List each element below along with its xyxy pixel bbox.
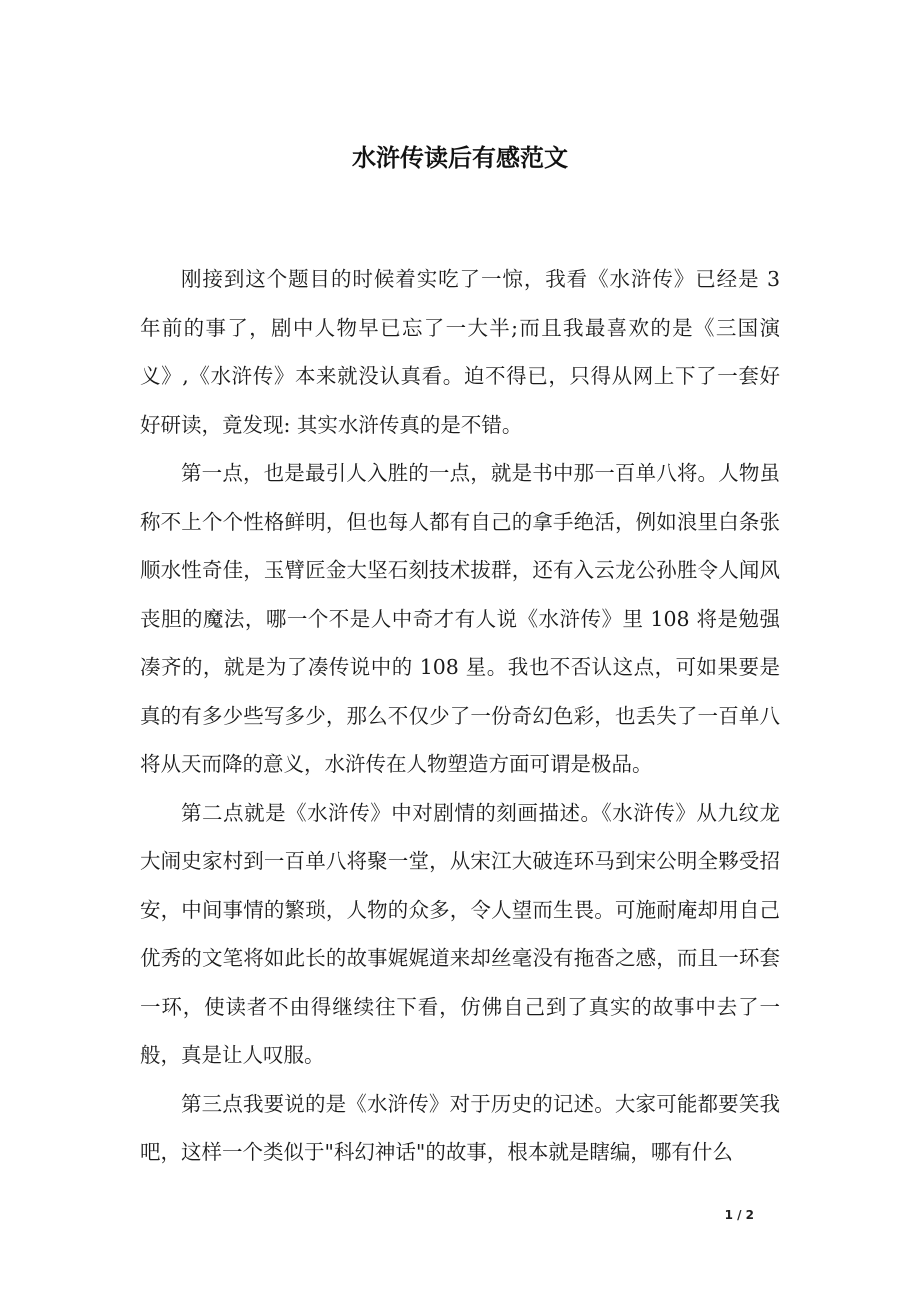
paragraph-1: 刚接到这个题目的时候着实吃了一惊，我看《水浒传》已经是 3 年前的事了，剧中人物早已忘了一大半;而且我最喜欢的是《三国演义》,《水浒传》本来就没认真看。迫不得已，只得从网上下了一套好好研读，竟发现: 其实水浒传真的是不错。: [140, 267, 780, 437]
page-number: 1 / 2: [724, 1208, 754, 1222]
paragraph-2: 第一点，也是最引人入胜的一点，就是书中那一百单八将。人物虽称不上个个性格鲜明，但也每人都有自己的拿手绝活，例如浪里白条张顺水性奇佳，玉臂匠金大坚石刻技术拔群，还有入云龙公孙胜令人闻风丧胆的魔法，哪一个不是人中奇才有人说《水浒传》里 108 将是勉强凑齐的，就是为了凑传说中的 108 星。我也不否认这点，可如果要是真的有多少些写多少，那么不仅少了一份奇幻色彩，也丢失了一百单八将从天而降的意义，水浒传在人物塑造方面可谓是极品。: [140, 461, 780, 776]
paragraph-3: 第二点就是《水浒传》中对剧情的刻画描述。《水浒传》从九纹龙大闹史家村到一百单八将聚一堂，从宋江大破连环马到宋公明全夥受招安，中间事情的繁琐，人物的众多，令人望而生畏。可施耐庵却用自己优秀的文笔将如此长的故事娓娓道来却丝毫没有拖沓之感，而且一环套一环，使读者不由得继续往下看，仿佛自己到了真实的故事中去了一般，真是让人叹服。: [140, 800, 780, 1067]
paragraph-4: 第三点我要说的是《水浒传》对于历史的记述。大家可能都要笑我吧，这样一个类似于"科幻神话"的故事，根本就是瞎编，哪有什么: [140, 1091, 780, 1164]
document-body: [140, 255, 780, 1177]
document-title: 水浒传读后有感范文: [352, 143, 568, 172]
